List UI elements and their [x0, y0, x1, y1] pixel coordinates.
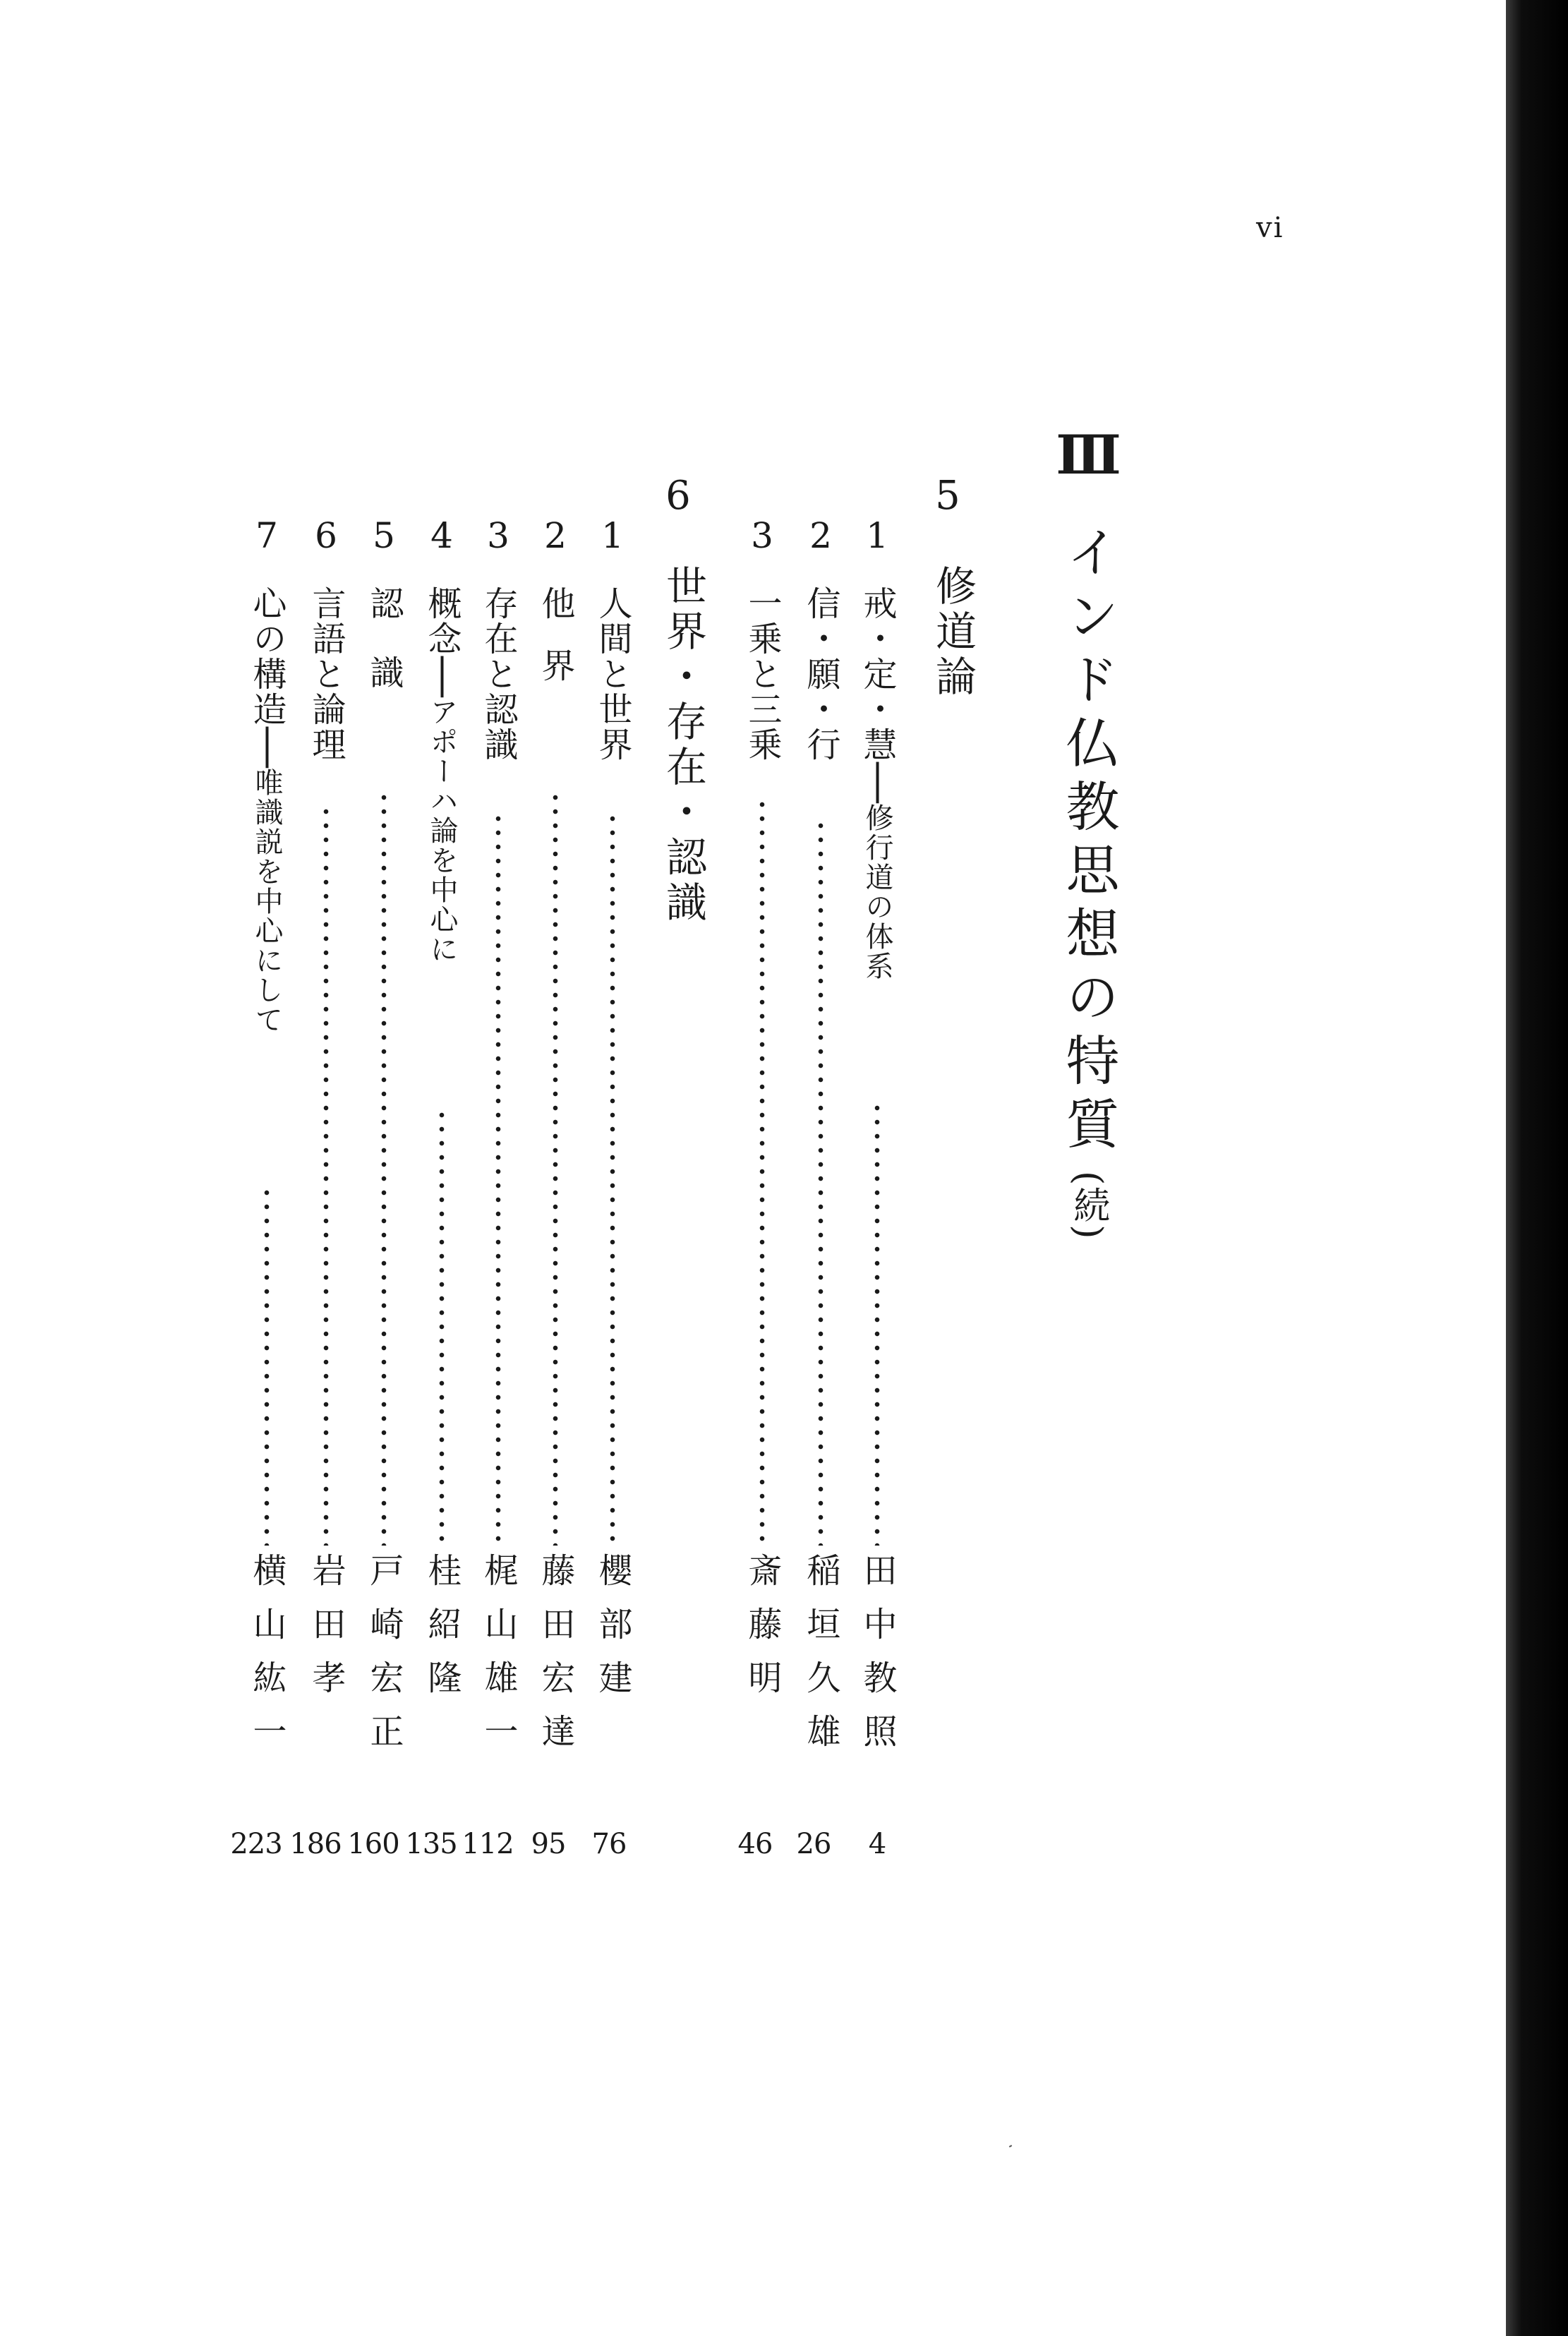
entry-number: 3 [751, 515, 773, 556]
entry-title[interactable] [477, 586, 519, 762]
entry-page[interactable]: 46 [737, 1828, 773, 1860]
entry-author: 岩田孝 [306, 1553, 346, 1714]
entry-number: 2 [544, 515, 567, 556]
chapter-number: 5 [935, 473, 960, 519]
entry-number: 5 [373, 515, 395, 556]
entry-title-main: 存在と認識 [478, 586, 518, 762]
entry-title[interactable] [421, 586, 463, 964]
entry-title-main: 人間と世界 [593, 586, 632, 762]
entry-title[interactable] [534, 586, 577, 710]
scan-speck [1009, 2145, 1012, 2148]
entry-author: 田中教照 [857, 1553, 897, 1767]
entry-author: 戸崎宏正 [364, 1553, 404, 1767]
entry-page[interactable]: 160 [347, 1828, 399, 1860]
entry-title[interactable] [305, 586, 347, 762]
entry-author: 斎藤明 [742, 1553, 782, 1714]
entry-title[interactable] [591, 586, 634, 762]
entry-title-main: 他界 [536, 586, 575, 710]
entry-title[interactable] [800, 586, 842, 762]
entry-title-dash: ── [247, 727, 287, 768]
scan-edge-shadow [1506, 0, 1568, 2336]
page-number: vi [1256, 212, 1284, 244]
entry-title-main: 信・願・行 [801, 586, 840, 762]
dot-leader [534, 790, 577, 1546]
chapter-title: 修道論 [929, 565, 977, 700]
entry-page[interactable]: 135 [405, 1828, 457, 1860]
entry-author: 稲垣久雄 [801, 1553, 840, 1767]
part-continued-label: (続) [1067, 1171, 1109, 1241]
entry-subtitle: 修行道の体系 [861, 802, 893, 981]
dot-leader [246, 1186, 288, 1546]
entry-author: 梶山雄一 [478, 1553, 518, 1767]
entry-title[interactable] [856, 586, 898, 981]
entry-author: 藤田宏達 [536, 1553, 575, 1767]
entry-number: 2 [809, 515, 832, 556]
chapter-number: 6 [665, 473, 691, 519]
part-title-text: インド仏教思想の特質 [1057, 524, 1120, 1160]
entry-title-main: 心の構造 [247, 586, 287, 727]
entry-title[interactable] [246, 586, 288, 1035]
entry-title-main: 戒・定・慧 [857, 586, 897, 762]
entry-number: 6 [315, 515, 337, 556]
entry-number: 4 [430, 515, 453, 556]
part-number: Ⅲ [1057, 423, 1120, 496]
entry-number: 1 [866, 515, 888, 556]
dot-leader [477, 812, 519, 1546]
entry-author: 櫻部建 [593, 1553, 632, 1714]
entry-page[interactable]: 4 [868, 1828, 886, 1860]
entry-title-main: 一乗と三乗 [742, 586, 782, 762]
entry-title-dash: ── [857, 762, 897, 803]
entry-author: 横山紘一 [247, 1553, 287, 1767]
entry-number: 1 [601, 515, 624, 556]
dot-leader [363, 790, 405, 1546]
dot-leader [591, 812, 634, 1546]
entry-subtitle: アポーハ論を中心に [426, 697, 458, 964]
dot-leader [421, 1108, 463, 1546]
entry-page[interactable]: 95 [531, 1828, 566, 1860]
entry-page[interactable]: 186 [289, 1828, 342, 1860]
entry-number: 3 [487, 515, 509, 556]
entry-page[interactable]: 26 [796, 1828, 831, 1860]
entry-title-main: 概念 [422, 586, 462, 656]
entry-title-main: 言語と論理 [306, 586, 346, 762]
dot-leader [800, 819, 842, 1546]
entry-page[interactable]: 223 [230, 1828, 282, 1860]
entry-title-main: 認識 [364, 586, 404, 724]
entry-number: 7 [255, 515, 278, 556]
part-title [1050, 423, 1127, 1241]
chapter-title: 世界・存在・認識 [659, 565, 707, 926]
entry-title[interactable] [741, 586, 783, 762]
dot-leader [856, 1101, 898, 1546]
dot-leader [305, 805, 347, 1546]
entry-title-dash: ── [422, 656, 462, 697]
entry-title[interactable] [363, 586, 405, 724]
entry-author: 桂紹隆 [422, 1553, 462, 1714]
entry-subtitle: 唯識説を中心にして [251, 767, 283, 1035]
entry-page[interactable]: 76 [591, 1828, 627, 1860]
entry-page[interactable]: 112 [462, 1828, 514, 1860]
dot-leader [741, 797, 783, 1546]
